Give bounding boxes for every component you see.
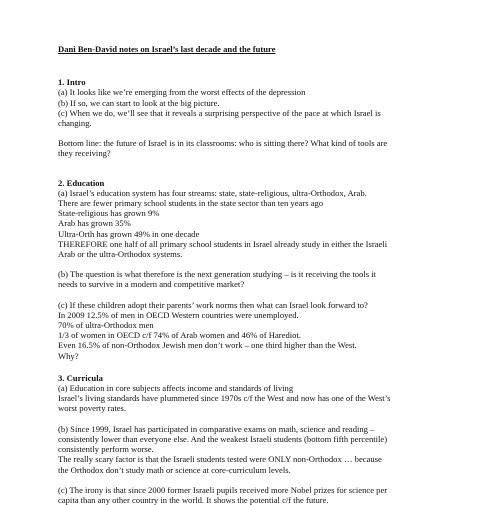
text-line: Arab has grown 35% bbox=[58, 218, 131, 229]
text-line: (a) Israel’s education system has four streams: state, state-religious, ultra-Orthodox, Arab. bbox=[58, 187, 367, 198]
text-line: In 2009 12.5% of men in OECD Western countries were unemployed. bbox=[58, 309, 299, 320]
text-line: 70% of ultra-Orthodox men bbox=[58, 320, 154, 331]
text-line: needs to survive in a modern and competitive market? bbox=[58, 279, 245, 290]
text-line: worst poverty rates. bbox=[58, 403, 127, 414]
section-heading: 3. Curricula bbox=[58, 372, 103, 383]
paragraph bbox=[58, 424, 458, 475]
text-line: the Orthodox don’t study math or science at core-curriculum levels. bbox=[58, 464, 291, 475]
paragraph bbox=[58, 383, 458, 414]
section-education bbox=[58, 178, 458, 361]
text-line: Bottom line: the future of Israel is in its classrooms: who is sitting there? What kind of tools are bbox=[58, 138, 388, 149]
text-line: consistently lower than everyone else. And the weakest Israeli students (bottom fifth percentile) bbox=[58, 433, 388, 444]
text-line: (a) Education in core subjects affects income and standards of living bbox=[58, 383, 294, 394]
text-line: Why? bbox=[58, 350, 79, 361]
text-line: 1/3 of women in OECD c/f 74% of Arab women and 46% of Harediot. bbox=[58, 330, 301, 341]
text-line: (b) Since 1999, Israel has participated in comparative exams on math, science and reading – bbox=[58, 423, 375, 434]
text-line: Arab or the ultra-Orthodox systems. bbox=[58, 249, 183, 260]
paragraph bbox=[58, 269, 458, 289]
text-line: Ultra-Orth has grown 49% in one decade bbox=[58, 228, 200, 239]
document-body bbox=[58, 44, 458, 505]
paragraph bbox=[58, 87, 458, 128]
section-heading: 2. Education bbox=[58, 177, 105, 188]
text-line: THEREFORE one half of all primary school students in Israel already study in either the Israeli bbox=[58, 238, 388, 249]
text-line: consistently perform worse. bbox=[58, 444, 154, 455]
text-line: (b) If so, we can start to look at the big picture. bbox=[58, 97, 220, 108]
paragraph bbox=[58, 188, 458, 259]
paragraph bbox=[58, 300, 458, 361]
text-line: (c) If these children adopt their parents’ work norms then what can Israel look forward to? bbox=[58, 299, 368, 310]
text-line: (c) The irony is that since 2000 former Israeli pupils received more Nobel prizes for science per bbox=[58, 484, 388, 495]
text-line: changing. bbox=[58, 118, 92, 129]
text-line: Israel’s living standards have plummeted since 1970s c/f the West and now has one of the West’s bbox=[58, 393, 391, 404]
document-title: Dani Ben-David notes on Israel’s last decade and the future bbox=[58, 44, 276, 54]
text-line: There are fewer primary school students in the state sector than ten years ago bbox=[58, 198, 324, 209]
text-line: State-religious has grown 9% bbox=[58, 208, 160, 219]
text-line: (c) When we do, we’ll see that it reveals a surprising perspective of the pace at which Israel is bbox=[58, 107, 381, 118]
section-intro bbox=[58, 77, 458, 158]
text-line: they receiving? bbox=[58, 148, 111, 159]
section-heading: 1. Intro bbox=[58, 77, 86, 88]
text-line: (b) The question is what therefore is the next generation studying – is it receiving the tools it bbox=[58, 269, 376, 280]
text-line: Even 16.5% of non-Orthodox Jewish men don’t work – one third higher than the West. bbox=[58, 340, 357, 351]
section-curricula bbox=[58, 373, 458, 505]
text-line: The really scary factor is that the Israeli students tested were ONLY non-Orthodox … because bbox=[58, 454, 382, 465]
text-line: capita than any other country in the world. It shows the potential c/f the future. bbox=[58, 494, 329, 505]
text-line: (a) It looks like we’re emerging from the worst effects of the depression bbox=[58, 87, 306, 98]
paragraph bbox=[58, 138, 458, 158]
